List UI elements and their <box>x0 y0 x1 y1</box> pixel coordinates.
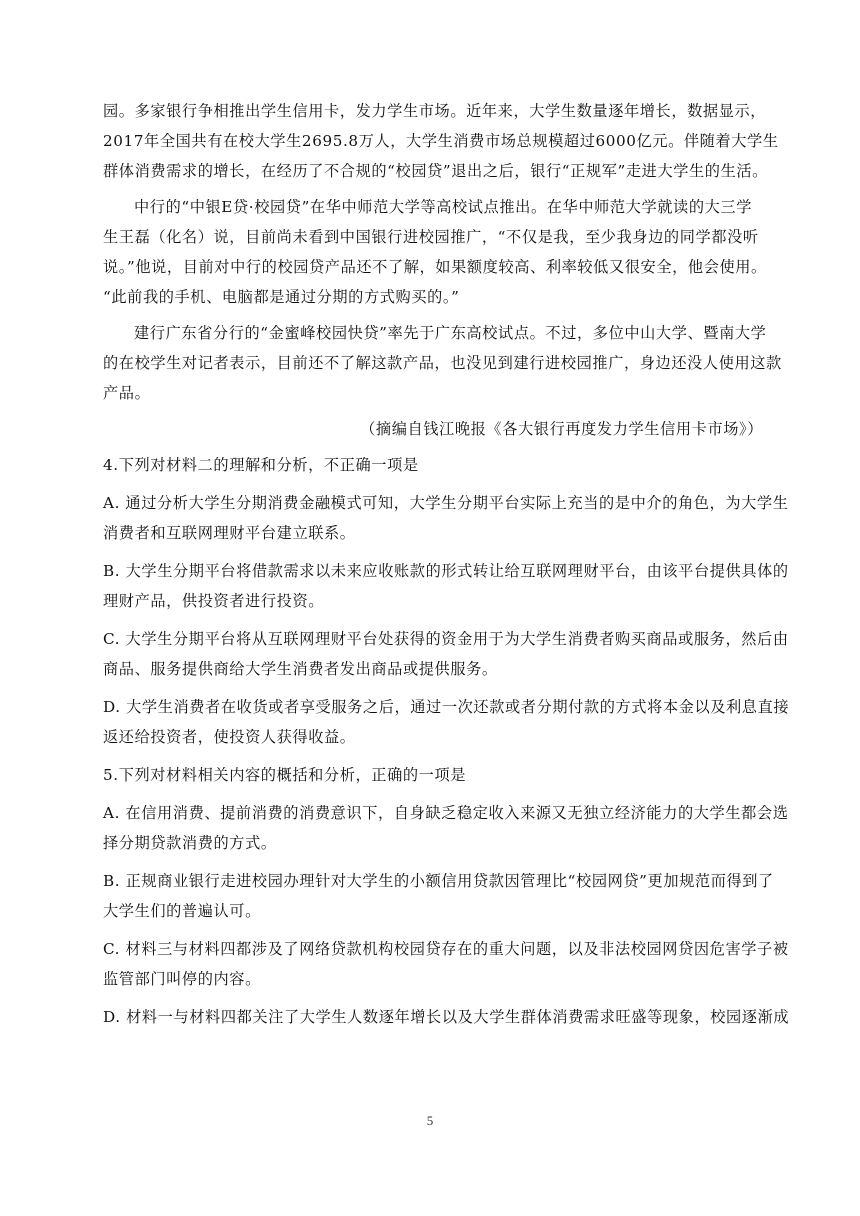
text-line: 园。多家银行争相推出学生信用卡，发力学生市场。近年来，大学生数量逐年增长，数据显示， <box>103 102 767 120</box>
option-line: 返还给投资者，使投资人获得收益。 <box>103 728 356 746</box>
source-attribution <box>103 414 763 444</box>
text-line: “此前我的手机、电脑都是通过分期的方式购买的。” <box>103 288 460 306</box>
source-text: （摘编自钱江晚报《各大银行再度发力学生信用卡市场》） <box>360 420 763 438</box>
text-line: 产品。 <box>103 384 151 402</box>
question-stem: 4.下列对材料二的理解和分析，不正确一项是 <box>103 456 419 474</box>
passage-paragraph-1 <box>103 96 779 186</box>
passage-paragraph-3 <box>103 318 782 408</box>
option-line: C. 材料三与材料四都涉及了网络贷款机构校园贷存在的重大问题，以及非法校园网贷因危害学子被 <box>103 940 789 958</box>
text-line: 的在校学生对记者表示，目前还不了解这款产品，也没见到建行进校园推广，身边还没人使用这款 <box>103 354 782 372</box>
page-number: 5 <box>426 1113 434 1128</box>
option-line: 消费者和互联网理财平台建立联系。 <box>103 524 356 542</box>
question-4-option-a <box>103 488 789 548</box>
question-4-option-d <box>103 692 790 752</box>
option-line: 理财产品，供投资者进行投资。 <box>103 592 325 610</box>
option-line: B. 大学生分期平台将借款需求以未来应收账款的形式转让给互联网理财平台，由该平台提供具体的 <box>103 562 789 580</box>
option-line: A. 在信用消费、提前消费的消费意识下，自身缺乏稳定收入来源又无独立经济能力的大学生都会选 <box>103 804 789 822</box>
option-line: 大学生们的普遍认可。 <box>103 902 261 920</box>
question-5-option-d <box>103 1002 790 1032</box>
option-line: A. 通过分析大学生分期消费金融模式可知，大学生分期平台实际上充当的是中介的角色，为大学生 <box>103 494 789 512</box>
option-line: 择分期贷款消费的方式。 <box>103 834 277 852</box>
option-line: B. 正规商业银行走进校园办理针对大学生的小额信用贷款因管理比“校园网贷”更加规范而得到了 <box>103 872 774 890</box>
question-5-option-b <box>103 866 774 926</box>
text-line: 说。”他说，目前对中行的校园贷产品还不了解，如果额度较高、利率较低又很安全，他会使用。 <box>103 258 767 276</box>
option-line: C. 大学生分期平台将从互联网理财平台处获得的资金用于为大学生消费者购买商品或服务，然后由 <box>103 630 789 648</box>
option-line: 监管部门叫停的内容。 <box>103 970 261 988</box>
text-line: 群体消费需求的增长，在经历了不合规的“校园贷”退出之后，银行“正规军”走进大学生的生活。 <box>103 162 768 180</box>
option-line: 商品、服务提供商给大学生消费者发出商品或提供服务。 <box>103 660 498 678</box>
question-4-option-c <box>103 624 789 684</box>
question-4 <box>103 450 763 480</box>
option-line: D. 大学生消费者在收货或者享受服务之后，通过一次还款或者分期付款的方式将本金以及利息直接 <box>103 698 790 716</box>
passage-paragraph-2 <box>103 192 767 312</box>
question-5-option-a <box>103 798 789 858</box>
text-line: 生王磊（化名）说，目前尚未看到中国银行进校园推广，“不仅是我，至少我身边的同学都没听 <box>103 228 759 246</box>
document-page <box>103 96 790 1040</box>
text-line: 2017年全国共有在校大学生2695.8万人，大学生消费市场总规模超过6000亿元。伴随着大学生 <box>103 132 779 150</box>
question-stem: 5.下列对材料相关内容的概括和分析，正确的一项是 <box>103 766 467 784</box>
text-line: 建行广东省分行的“金蜜峰校园快贷”率先于广东高校试点。不过，多位中山大学、暨南大学 <box>134 324 767 342</box>
text-line: 中行的“中银E贷·校园贷”在华中师范大学等高校试点推出。在华中师范大学就读的大三学 <box>134 198 752 216</box>
question-5 <box>103 760 763 790</box>
option-line: D. 材料一与材料四都关注了大学生人数逐年增长以及大学生群体消费需求旺盛等现象，校园逐渐成 <box>103 1008 790 1026</box>
question-5-option-c <box>103 934 789 994</box>
question-4-option-b <box>103 556 789 616</box>
